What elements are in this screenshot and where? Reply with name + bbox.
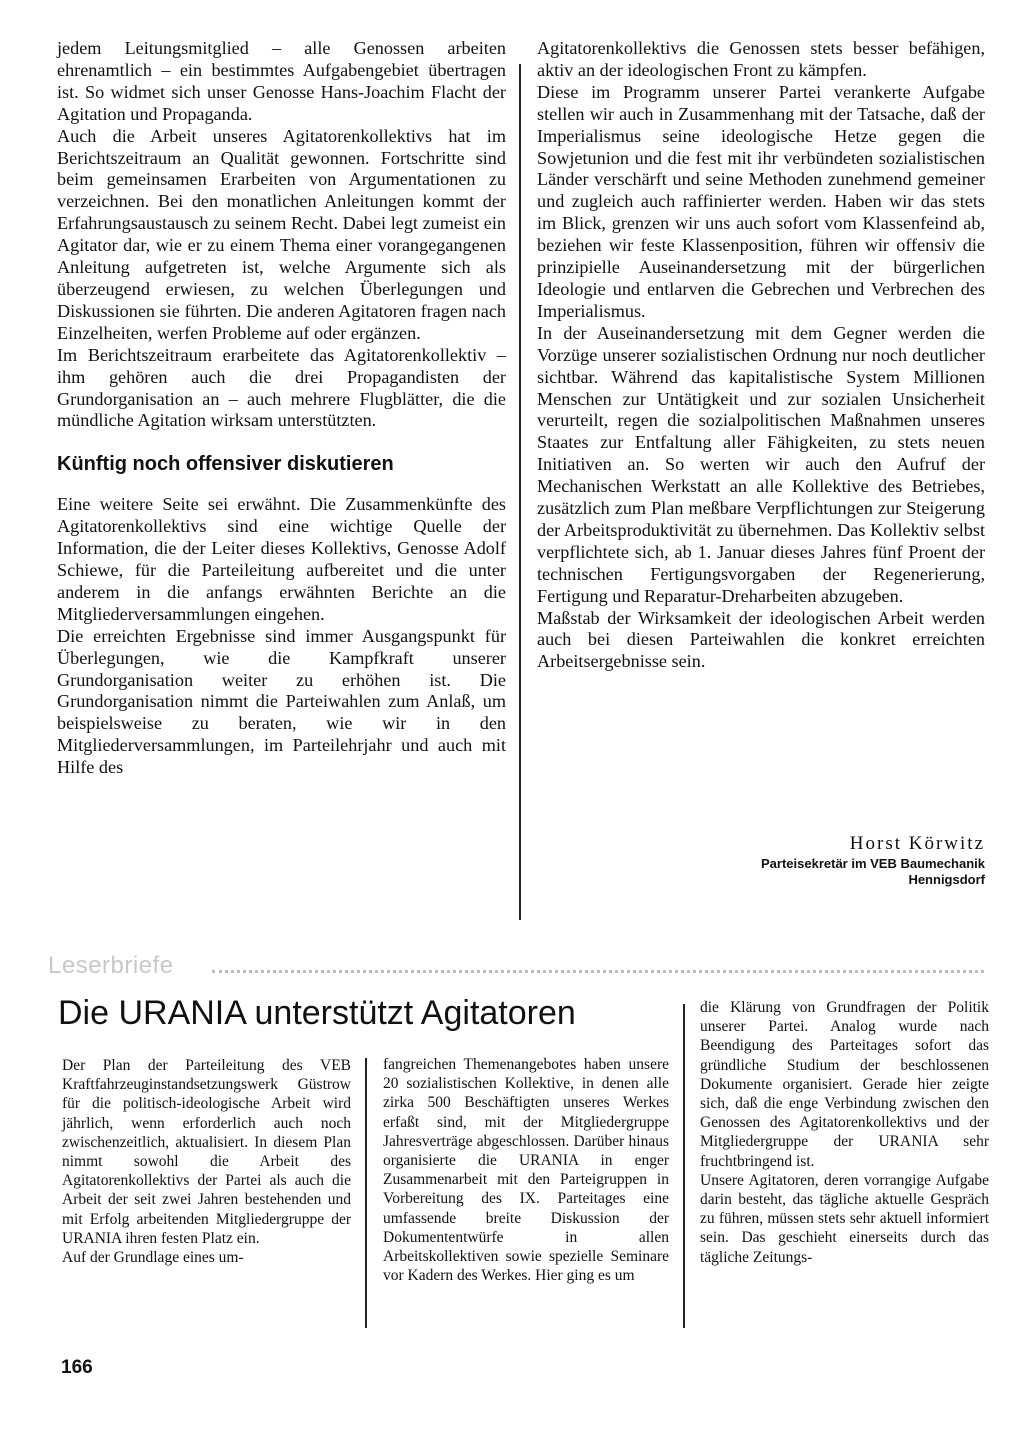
article-column-1 xyxy=(57,38,506,779)
article-column-2 xyxy=(537,38,985,673)
letter-column-1 xyxy=(62,1056,351,1267)
author-name: Horst Körwitz xyxy=(849,833,985,854)
paragraph: Auf der Grundlage eines um- xyxy=(62,1249,244,1267)
paragraph: Eine weitere Seite sei erwähnt. Die Zusammenkünfte des Agitatorenkollektivs sind eine wichtige Quelle der Information, die der Leiter dieses Kollektivs, Genosse Adolf Schiewe, für die Parteileitung aufbereitet und die unter anderem in die anfangs erwähnten Berichte an die Mitgliederversammlungen eingehen. xyxy=(57,494,506,624)
section-subheading: Künftig noch offensiver diskutieren xyxy=(57,453,394,476)
section-label: Leserbriefe xyxy=(48,952,174,979)
paragraph: Agitatorenkollektivs die Genossen stets besser befähigen, aktiv an der ideologischen Front zu kämpfen. xyxy=(537,38,985,80)
paragraph: Maßstab der Wirksamkeit der ideologischen Arbeit werden auch bei diesen Parteiwahlen die konkret erreichten Arbeitsergebnisse sein. xyxy=(537,607,985,672)
paragraph: Unsere Agitatoren, deren vorrangige Aufgabe darin besteht, das tägliche aktuelle Gespräch zu führen, müssen stets sehr aktuell informiert sein. Das geschieht einerseits durch das tägliche Zeitungs- xyxy=(700,1171,989,1266)
paragraph: jedem Leitungsmitglied – alle Genossen arbeiten ehrenamtlich – ein bestimmtes Aufgabengebiet übertragen ist. So widmet sich unser Genosse Hans-Joachim Flacht der Agitation und Propaganda. xyxy=(57,38,506,124)
paragraph: Die erreichten Ergebnisse sind immer Ausgangspunkt für Überlegungen, wie die Kampfkraft unserer Grundorganisation weiter zu erhöhen ist. Die Grundorganisation nimmt die Parteiwahlen zum Anlaß, um beispielsweise zu beraten, wie wir in den Mitgliederversammlungen, im Parteilehrjahr und auch mit Hilfe des xyxy=(57,625,506,778)
column-divider xyxy=(683,1004,685,1328)
paragraph: In der Auseinandersetzung mit dem Gegner werden die Vorzüge unserer sozialistischen Ordnung nur noch deutlicher sichtbar. Während das kapitalistische System Millionen Menschen zur Untätigkeit und zur sozialen Unsicherheit verurteilt, regen die sozialpolitischen Maßnahmen unseres Staates zur Entfaltung aller Fähigkeiten, zu stets neuen Initiativen an. So werten wir auch den Aufruf der Mechanischen Werkstatt an alle Kollektive des Betriebes, zusätzlich zum Plan meßbare Verpflichtungen zur Steigerung der Arbeitsproduktivität zu übernehmen. Das Kollektiv selbst verpflichtete sich, ab 1. Januar dieses Jahres fünf Proent der technischen Fertigungsvorgaben der Regenerierung, Fertigung und Reparatur-Dreharbeiten abzugeben. xyxy=(537,322,985,606)
section-dotted-rule xyxy=(212,970,984,973)
paragraph: fangreichen Themenangebotes haben unsere 20 sozialistischen Kollektive, in denen alle zirka 500 Beschäftigten unseres Werkes erfaßt sind, mit der Mitgliedergruppe Jahresverträge abgeschlossen. Darüber hinaus organisierte die URANIA in enger Zusammenarbeit mit den Parteigruppen in Vorbereitung des IX. Parteitages eine umfassende breite Diskussion der Dokumententwürfe in allen Arbeitskollektiven sowie spezielle Seminare vor Kadern des Werkes. Hier ging es um xyxy=(383,1056,669,1285)
paragraph: Der Plan der Parteileitung des VEB Kraftfahrzeuginstandsetzungswerk Güstrow für die politisch-ideologische Arbeit wird jährlich, wenn erforderlich auch noch zwischenzeitlich, aktualisiert. In diesem Plan nimmt sowohl die Arbeit des Agitatorenkollektivs der Partei als auch die Arbeit der seit zwei Jahren bestehenden und mit Erfolg arbeitenden Mitgliedergruppe der URANIA ihren festen Platz ein. xyxy=(62,1057,351,1247)
paragraph: die Klärung von Grundfragen der Politik unserer Partei. Analog wurde nach Beendigung des Parteitages sofort das gründliche Studium der beschlossenen Dokumente organisiert. Gerade hier zeigte sich, daß die enge Verbindung zwischen den Genossen des Agitatorenkollektivs und der Mitgliedergruppe der URANIA sehr fruchtbringend ist. xyxy=(700,999,989,1170)
author-role-line: Hennigsdorf xyxy=(908,872,985,887)
letter-column-2 xyxy=(383,1055,669,1285)
author-role-line: Parteisekretär im VEB Baumechanik xyxy=(761,856,985,871)
author-role xyxy=(761,856,985,888)
letters-headline: Die URANIA unterstützt Agitatoren xyxy=(58,994,576,1032)
letter-column-3 xyxy=(700,998,989,1267)
paragraph: Im Berichtszeitraum erarbeitete das Agitatorenkollektiv – ihm gehören auch die drei Propagandisten der Grundorganisation an – auch mehrere Flugblätter, die die mündliche Agitation wirksam unterstützten. xyxy=(57,344,506,431)
paragraph: Diese im Programm unserer Partei verankerte Aufgabe stellen wir auch in Zusammenhang mit der Tatsache, daß der Imperialismus seine ideologische Hetze gegen die Sowjetunion und die fest mit ihr verbündeten sozialistischen Länder verschärft und seine Methoden zunehmend gemeiner und zugleich auch raffinierter werden. Haben wir das stets im Blick, grenzen wir uns auch sofort vom Klassenfeind ab, beziehen wir feste Klassenposition, führen wir offensiv die prinzipielle Auseinandersetzung mit der bürgerlichen Ideologie und entlarven die Gebrechen und Verbrechen des Imperialismus. xyxy=(537,81,985,321)
paragraph: Auch die Arbeit unseres Agitatorenkollektivs hat im Berichtszeitraum an Qualität gewonnen. Fortschritte sind beim gemeinsamen Erarbeiten von Argumentationen zu verzeichnen. Bei den monatlichen Anleitungen kommt der Erfahrungsaustausch zu seinem Recht. Dabei legt zumeist ein Agitator dar, wie er zu einem Thema einer vorangegangenen Anleitung aufgetreten ist, welche Argumente sich als überzeugend erwiesen, zu welchen Überlegungen und Diskussionen sie führten. Die anderen Agitatoren fragen nach Einzelheiten, werfen Probleme auf oder ergänzen. xyxy=(57,125,506,343)
column-divider xyxy=(365,1058,367,1328)
column-divider xyxy=(519,64,521,920)
page-number: 166 xyxy=(61,1357,93,1378)
author-signature xyxy=(761,832,985,888)
